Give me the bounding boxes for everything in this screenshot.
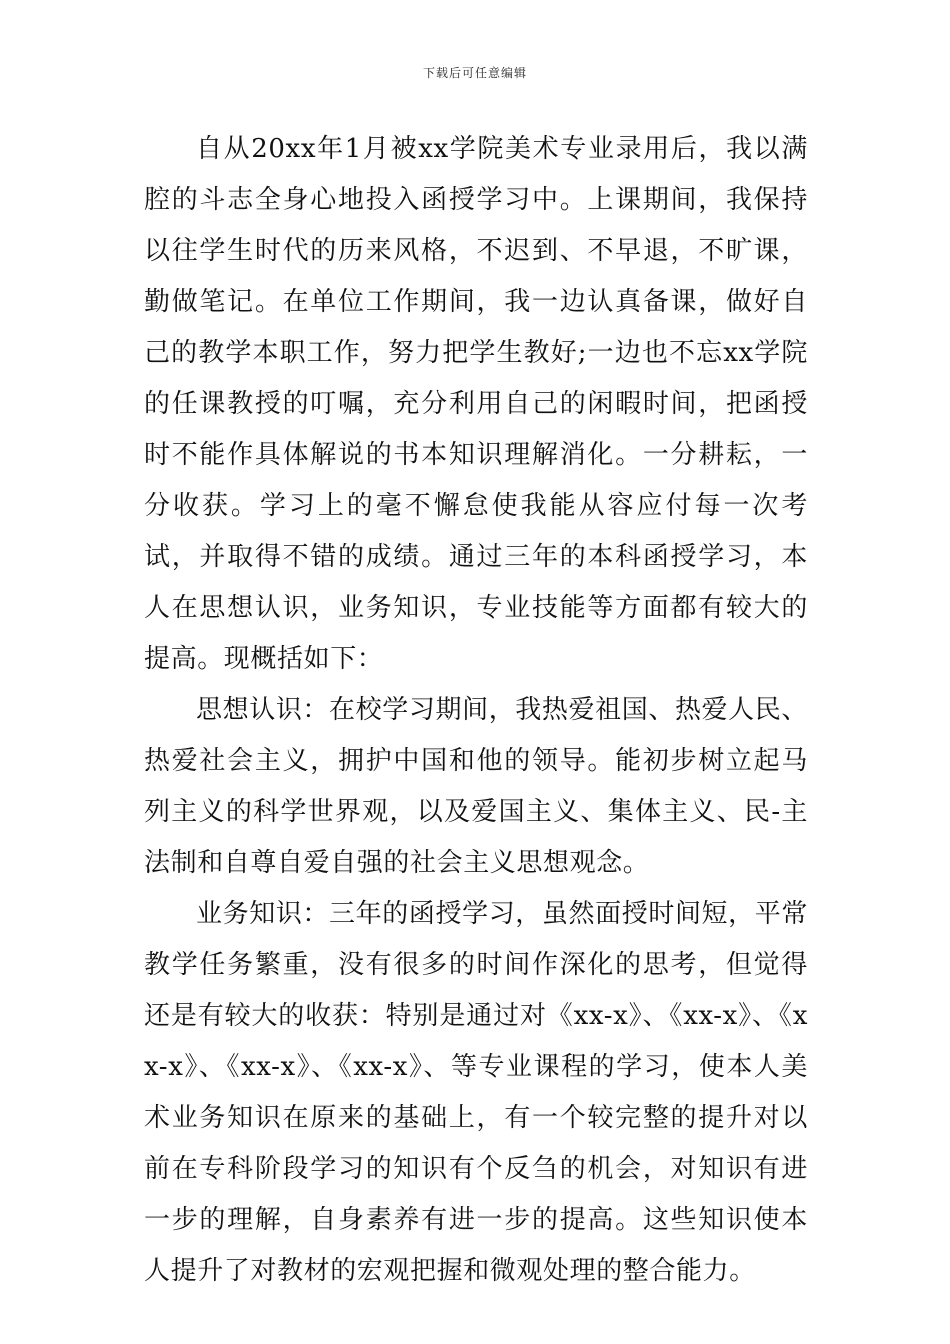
- document-body: [144, 124, 808, 1297]
- paragraph-intro: 自从20xx年1月被xx学院美术专业录用后，我以满腔的斗志全身心地投入函授学习中。上课期间，我保持以往学生时代的历来风格，不迟到、不早退，不旷课，勤做笔记。在单位工作期间，我一边认真备课，做好自己的教学本职工作，努力把学生教好;一边也不忘xx学院的任课教授的叮嘱，充分利用自己的闲暇时间，把函授时不能作具体解说的书本知识理解消化。一分耕耘，一分收获。学习上的毫不懈怠使我能从容应付每一次考试，并取得不错的成绩。通过三年的本科函授学习，本人在思想认识，业务知识，专业技能等方面都有较大的提高。现概括如下：: [144, 134, 808, 674]
- paragraph-professional-knowledge: 业务知识：三年的函授学习，虽然面授时间短，平常教学任务繁重，没有很多的时间作深化的思考，但觉得还是有较大的收获：特别是通过对《xx-x》、《xx-x》、《xx-x》、《xx-x》、《xx-x》、等专业课程的学习，使本人美术业务知识在原来的基础上，有一个较完整的提升对以前在专科阶段学习的知识有个反刍的机会，对知识有进一步的理解，自身素养有进一步的提高。这些知识使本人提升了对教材的宏观把握和微观处理的整合能力。: [144, 899, 808, 1286]
- paragraph-ideology: 思想认识：在校学习期间，我热爱祖国、热爱人民、热爱社会主义，拥护中国和他的领导。能初步树立起马列主义的科学世界观，以及爱国主义、集体主义、民-主法制和自尊自爱自强的社会主义思想观念。: [144, 695, 808, 878]
- page-header: 下载后可任意编辑: [422, 66, 527, 80]
